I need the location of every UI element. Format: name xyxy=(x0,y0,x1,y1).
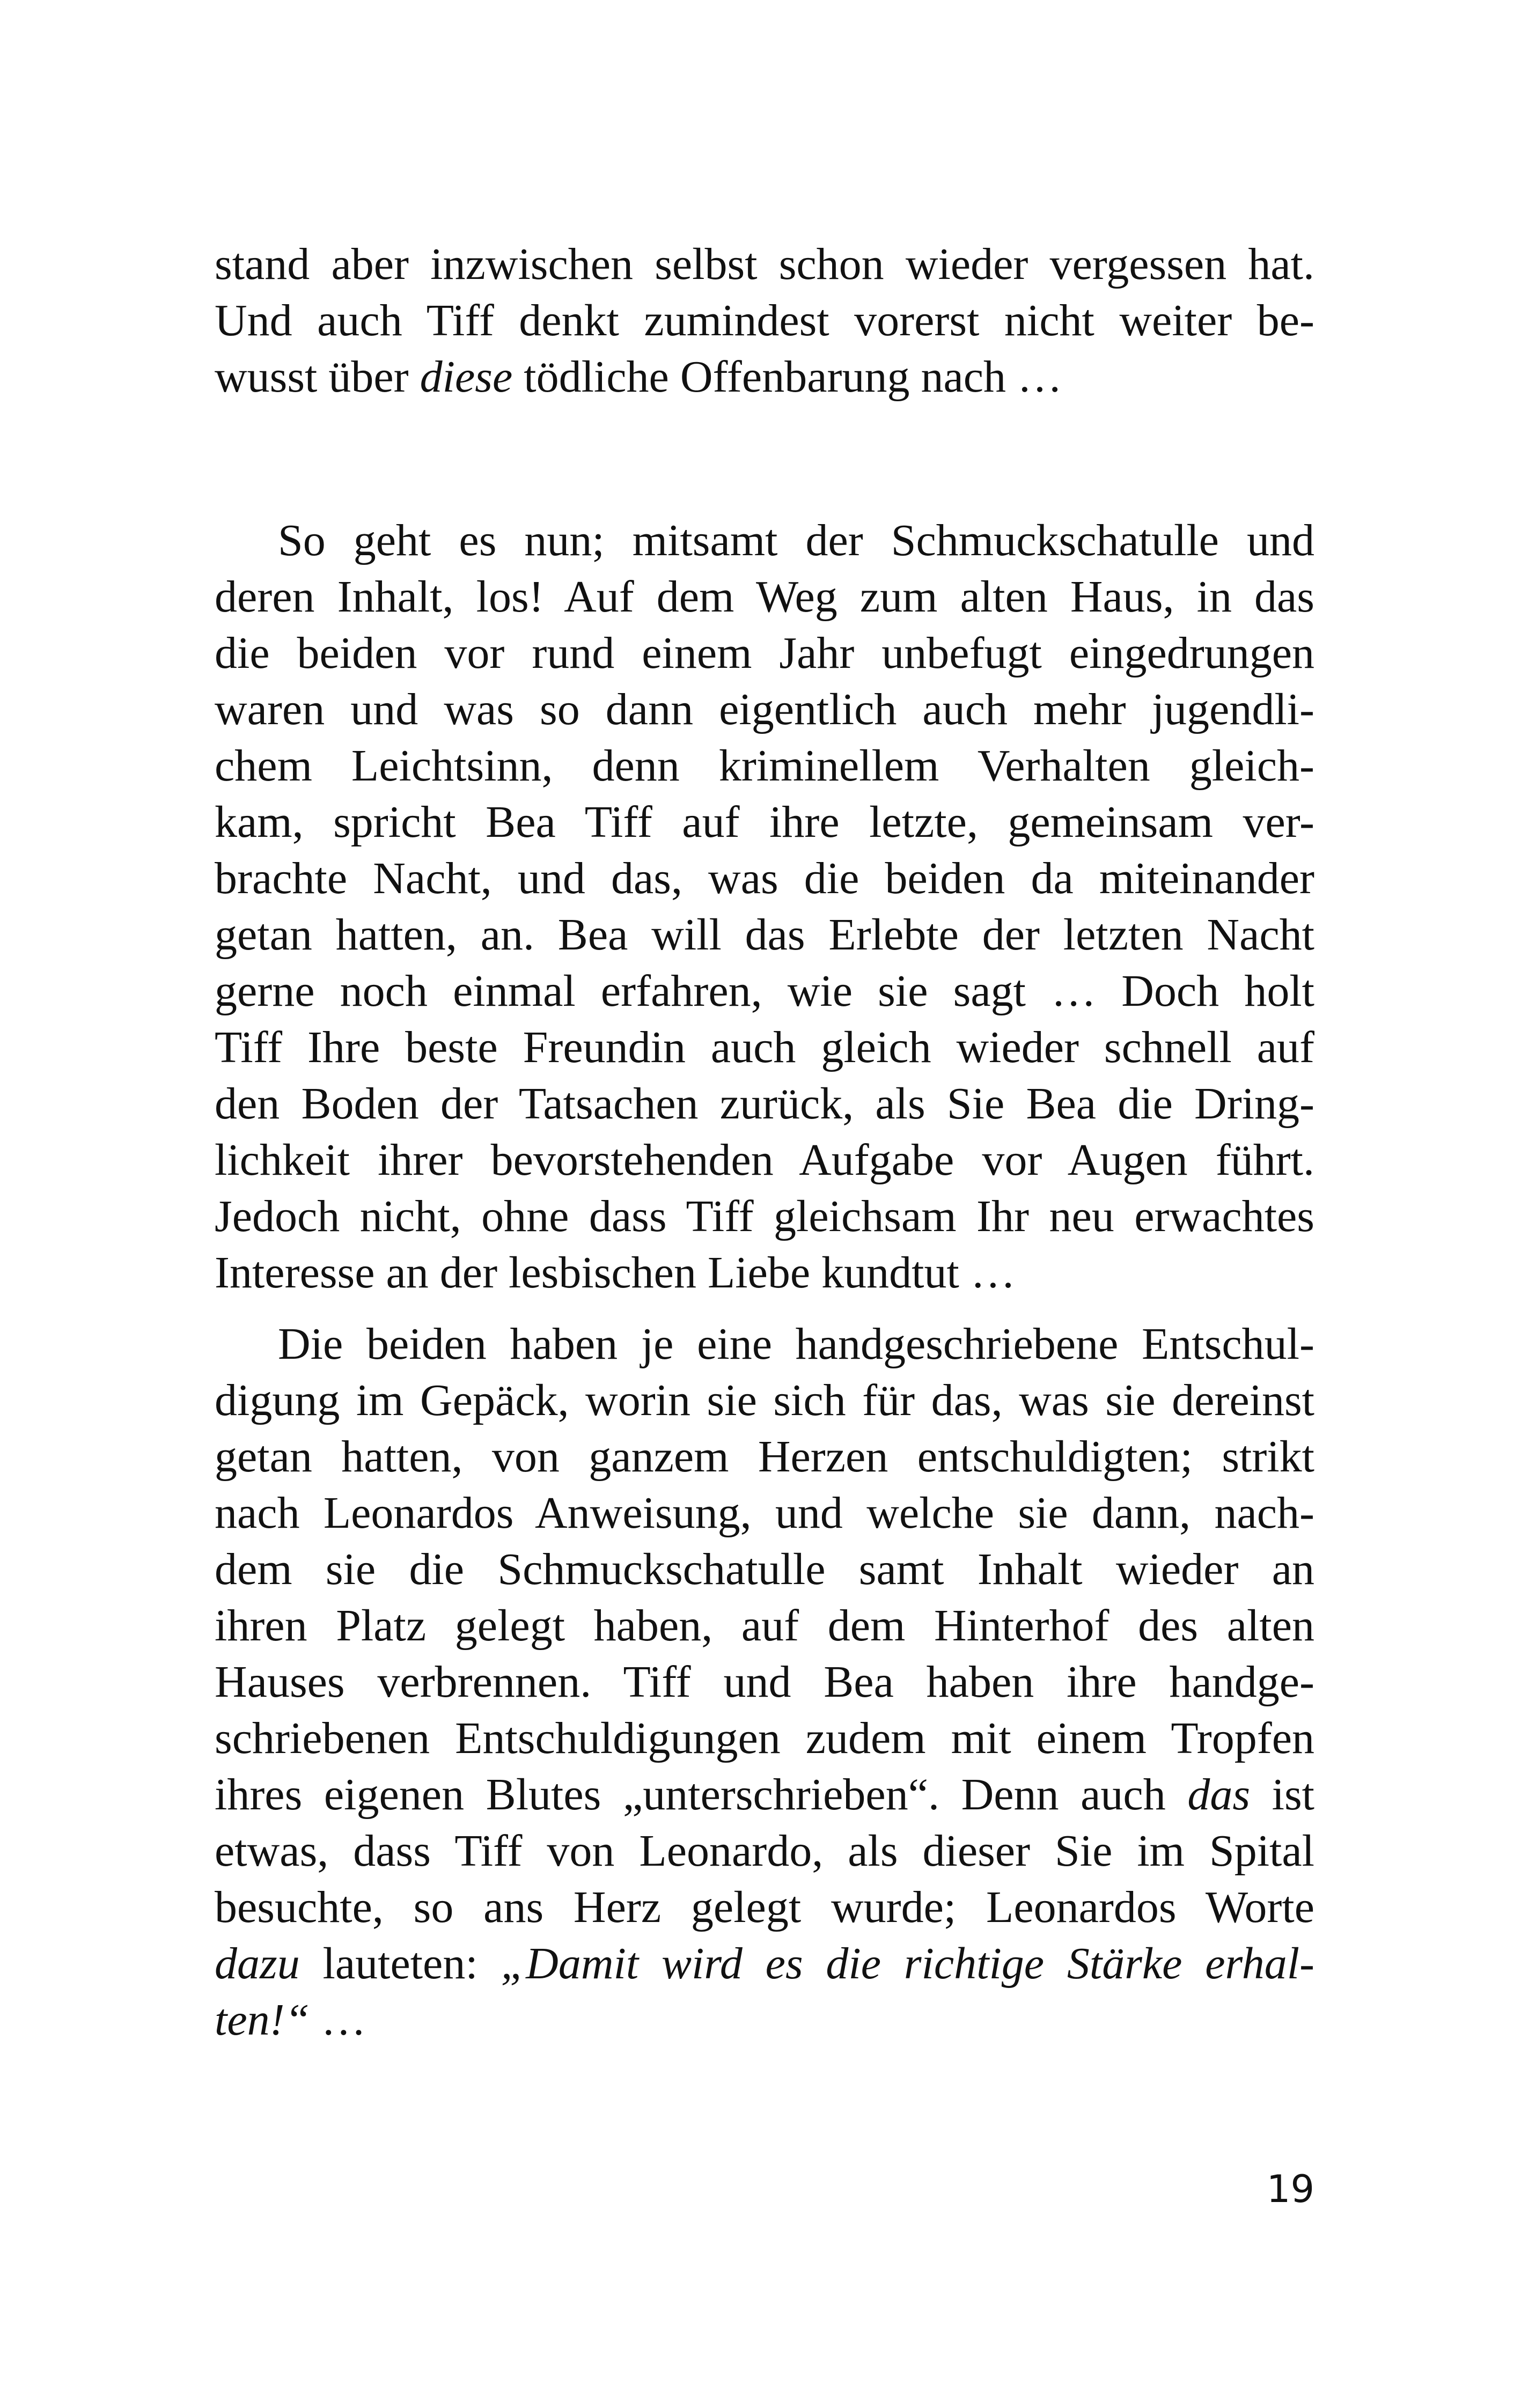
text-line xyxy=(215,1188,1314,1244)
text-line xyxy=(215,1541,1314,1597)
text-segment: … xyxy=(310,1995,366,2045)
text-segment: nach Leonardos Anweisung, und welche sie dann, nach- xyxy=(215,1488,1314,1538)
text-segment: Tiff Ihre beste Freundin auch gleich wieder schnell auf xyxy=(215,1022,1314,1072)
text-segment: ihres eigenen Blutes „unterschrieben“. Denn auch xyxy=(215,1770,1188,1820)
text-line xyxy=(215,1654,1314,1710)
emphasis-text: ten!“ xyxy=(215,1995,310,2045)
text-line xyxy=(215,1019,1314,1076)
emphasis-text: dazu xyxy=(215,1939,300,1989)
text-line xyxy=(215,1992,1314,2048)
text-line xyxy=(215,569,1314,625)
text-segment: schriebenen Entschuldigungen zudem mit einem Tropfen xyxy=(215,1713,1314,1763)
text-line xyxy=(215,1244,1314,1301)
text-line xyxy=(215,1316,1314,1372)
text-line xyxy=(215,292,1314,349)
text-segment: besuchte, so ans Herz gelegt wurde; Leonardos Worte xyxy=(215,1882,1314,1932)
text-segment: waren und was so dann eigentlich auch mehr jugendli- xyxy=(215,684,1314,734)
text-segment: die beiden vor rund einem Jahr unbefugt eingedrungen xyxy=(215,628,1314,678)
text-segment: brachte Nacht, und das, was die beiden da miteinander xyxy=(215,853,1314,903)
text-segment: getan hatten, von ganzem Herzen entschuldigten; strikt xyxy=(215,1432,1314,1482)
text-segment: ist xyxy=(1250,1770,1314,1820)
emphasis-text: diese xyxy=(420,352,513,402)
text-segment: Jedoch nicht, ohne dass Tiff gleichsam Ihr neu erwachtes xyxy=(215,1191,1314,1241)
text-line xyxy=(215,1766,1314,1823)
text-segment: deren Inhalt, los! Auf dem Weg zum alten Haus, in das xyxy=(215,572,1314,622)
text-segment: chem Leichtsinn, denn kriminellem Verhalten gleich- xyxy=(215,741,1314,791)
text-segment: Hauses verbrennen. Tiff und Bea haben ihre handge- xyxy=(215,1657,1314,1707)
text-line xyxy=(215,1132,1314,1188)
text-segment: ihren Platz gelegt haben, auf dem Hinterhof des alten xyxy=(215,1601,1314,1651)
text-segment: lichkeit ihrer bevorstehenden Aufgabe vor Augen führt. xyxy=(215,1135,1314,1185)
text-segment: lauteten: xyxy=(299,1939,501,1989)
text-segment: Interesse an der lesbischen Liebe kundtut … xyxy=(215,1248,1016,1298)
text-segment: tödliche Offenbarung nach … xyxy=(512,352,1063,402)
text-line xyxy=(215,512,1314,569)
section-gap xyxy=(215,405,1314,512)
emphasis-text: „Damit wird es die richtige Stärke erhal- xyxy=(501,1939,1314,1989)
paragraph-1 xyxy=(215,236,1314,405)
text-line xyxy=(215,1372,1314,1428)
paragraph-gap xyxy=(215,1301,1314,1316)
text-segment: dem sie die Schmuckschatulle samt Inhalt wieder an xyxy=(215,1544,1314,1594)
text-line xyxy=(215,1710,1314,1766)
text-line xyxy=(215,1879,1314,1935)
text-line xyxy=(215,625,1314,681)
paragraph-3 xyxy=(215,1316,1314,2048)
emphasis-text: das xyxy=(1187,1770,1251,1820)
text-segment: So geht es nun; mitsamt der Schmuckschatulle und xyxy=(278,516,1314,565)
text-line xyxy=(215,738,1314,794)
text-segment: Die beiden haben je eine handgeschriebene Entschul- xyxy=(278,1319,1314,1369)
text-segment: etwas, dass Tiff von Leonardo, als dieser Sie im Spital xyxy=(215,1826,1314,1876)
text-line xyxy=(215,1597,1314,1654)
text-segment: gerne noch einmal erfahren, wie sie sagt … Doch holt xyxy=(215,966,1314,1016)
page-body xyxy=(215,236,1314,2048)
text-line xyxy=(215,963,1314,1019)
text-segment: digung im Gepäck, worin sie sich für das, was sie dereinst xyxy=(215,1375,1314,1425)
text-line xyxy=(215,1935,1314,1992)
page-number: 19 xyxy=(1266,2167,1314,2211)
text-line xyxy=(215,349,1314,405)
text-segment: den Boden der Tatsachen zurück, als Sie Bea die Dring- xyxy=(215,1079,1314,1129)
text-line xyxy=(215,794,1314,850)
text-segment: getan hatten, an. Bea will das Erlebte der letzten Nacht xyxy=(215,910,1314,960)
text-line xyxy=(215,1428,1314,1485)
text-line xyxy=(215,681,1314,738)
text-line xyxy=(215,1485,1314,1541)
text-segment: wusst über xyxy=(215,352,420,402)
paragraph-2 xyxy=(215,512,1314,1301)
text-segment: stand aber inzwischen selbst schon wieder vergessen hat. xyxy=(215,239,1314,289)
text-line xyxy=(215,1823,1314,1879)
text-segment: Und auch Tiff denkt zumindest vorerst nicht weiter be- xyxy=(215,296,1314,345)
text-line xyxy=(215,907,1314,963)
text-line xyxy=(215,850,1314,907)
text-line xyxy=(215,1076,1314,1132)
text-line xyxy=(215,236,1314,292)
text-segment: kam, spricht Bea Tiff auf ihre letzte, gemeinsam ver- xyxy=(215,797,1314,847)
